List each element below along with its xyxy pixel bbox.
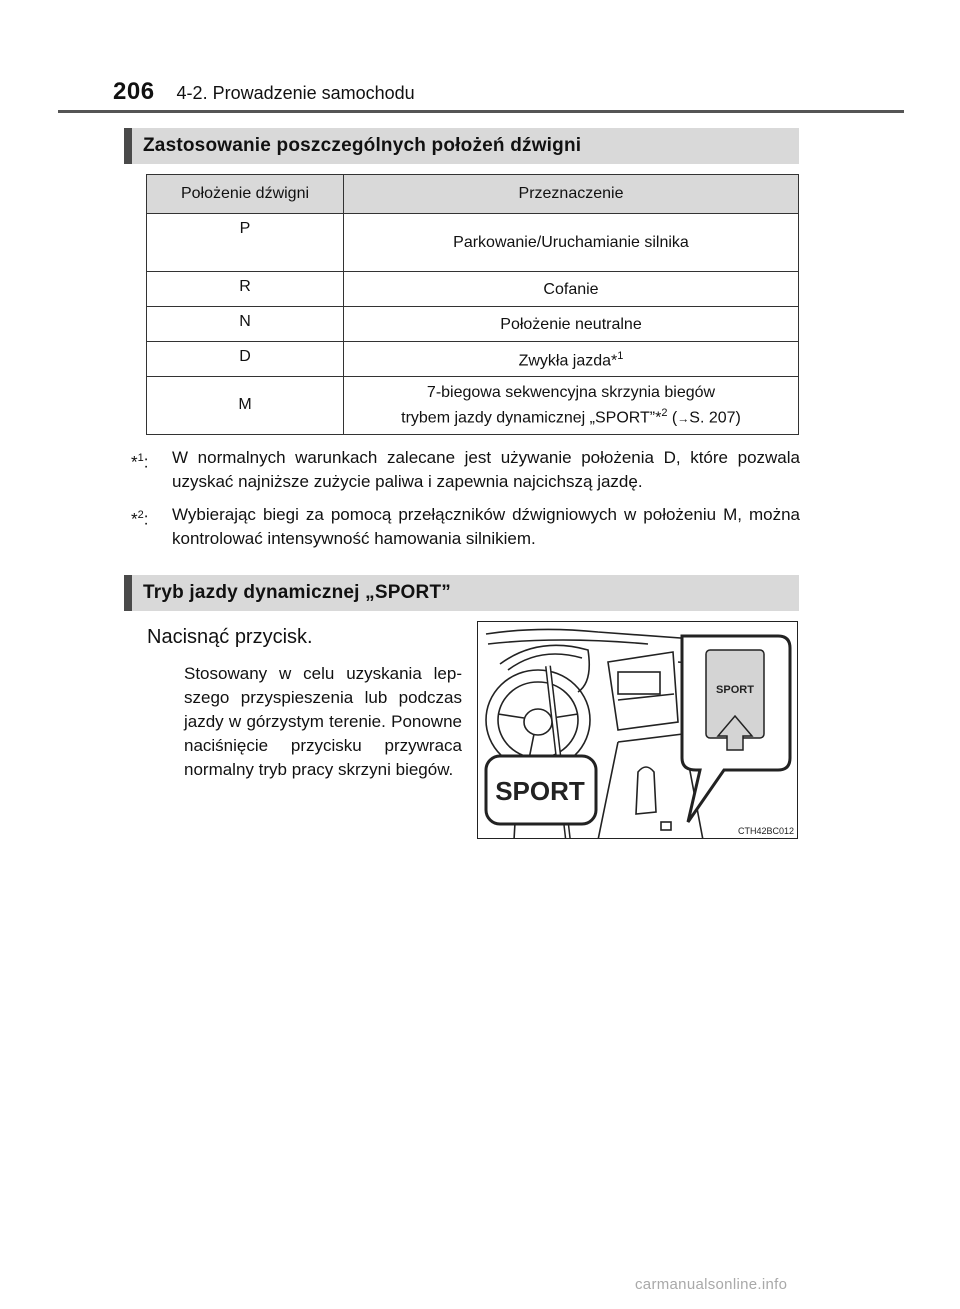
table-header-position: Położenie dźwigni	[147, 175, 344, 214]
page-number: 206	[113, 78, 155, 105]
purpose-text: Zwykła jazda*	[518, 352, 618, 370]
sport-button-illustration	[477, 621, 798, 839]
table-cell-purpose: Cofanie	[344, 272, 799, 307]
arrow-right-icon: →	[677, 411, 690, 426]
table-cell-position: M	[147, 377, 344, 435]
footnote-mark: *$^2$:	[131, 509, 149, 529]
button-label: SPORT	[716, 684, 754, 696]
illustration-code: CTH42BC012	[737, 826, 794, 836]
instruction-step: Nacisnąć przycisk.	[147, 626, 313, 648]
table-header-row	[147, 175, 799, 214]
table-row	[147, 214, 799, 272]
table-row	[147, 377, 799, 435]
footnote-ref: 2	[661, 406, 668, 419]
purpose-line	[345, 403, 797, 429]
footnote-2	[131, 503, 800, 551]
table-cell-purpose: Parkowanie/Uruchamianie silnika	[344, 214, 799, 272]
table-cell-position: D	[147, 342, 344, 377]
section-heading-text: Tryb jazdy dynamicznej „SPORT”	[143, 582, 451, 603]
table-row	[147, 272, 799, 307]
callout-label: SPORT	[495, 776, 585, 806]
table-header-purpose: Przeznaczenie	[344, 175, 799, 214]
table-row	[147, 307, 799, 342]
footnote-mark: *$^1$:	[131, 452, 149, 472]
table-cell-position: P	[147, 214, 344, 272]
section-heading-lever-positions	[124, 128, 799, 164]
watermark: carmanualsonline.info	[635, 1276, 788, 1293]
instruction-body: Stosowany w celu uzyskania lepszego przyspieszenia lub podczas jazdy w górzystym terenie. Ponowne naciśnięcie przycisku przywraca normalny tryb pracy skrzyni biegów.	[184, 664, 462, 779]
table-cell-position: N	[147, 307, 344, 342]
table-row	[147, 342, 799, 377]
table-cell-purpose: Położenie neutralne	[344, 307, 799, 342]
page-header	[113, 78, 415, 106]
purpose-text: trybem jazdy dynamicznej „SPORT”*	[401, 409, 662, 427]
section-heading-sport-mode	[124, 575, 799, 611]
table-cell-position: R	[147, 272, 344, 307]
section-heading-text: Zastosowanie poszczególnych położeń dźwigni	[143, 135, 582, 156]
footnote-1	[131, 446, 800, 494]
table-cell-purpose	[344, 342, 799, 377]
header-rule	[58, 110, 904, 113]
purpose-line: 7-biegowa sekwencyjna skrzynia biegów	[426, 383, 716, 401]
dashboard-drawing	[478, 622, 798, 839]
footnote-ref: 1	[617, 350, 624, 363]
footnote-text: Wybierając biegi za pomocą przełączników dźwigniowych w położeniu M, można kontrolować intensywność hamowania silnikiem.	[172, 505, 800, 548]
footnote-text: W normalnych warunkach zalecane jest używanie położenia D, które pozwala uzyskać najniższe zużycie paliwa i zapewnia najcichszą jazdę.	[172, 448, 800, 491]
running-section-title: 4-2. Prowadzenie samochodu	[176, 83, 415, 103]
lever-position-table	[146, 174, 799, 435]
page-reference: S. 207)	[689, 409, 741, 427]
purpose-text: (	[667, 409, 678, 427]
table-cell-purpose	[344, 377, 799, 435]
